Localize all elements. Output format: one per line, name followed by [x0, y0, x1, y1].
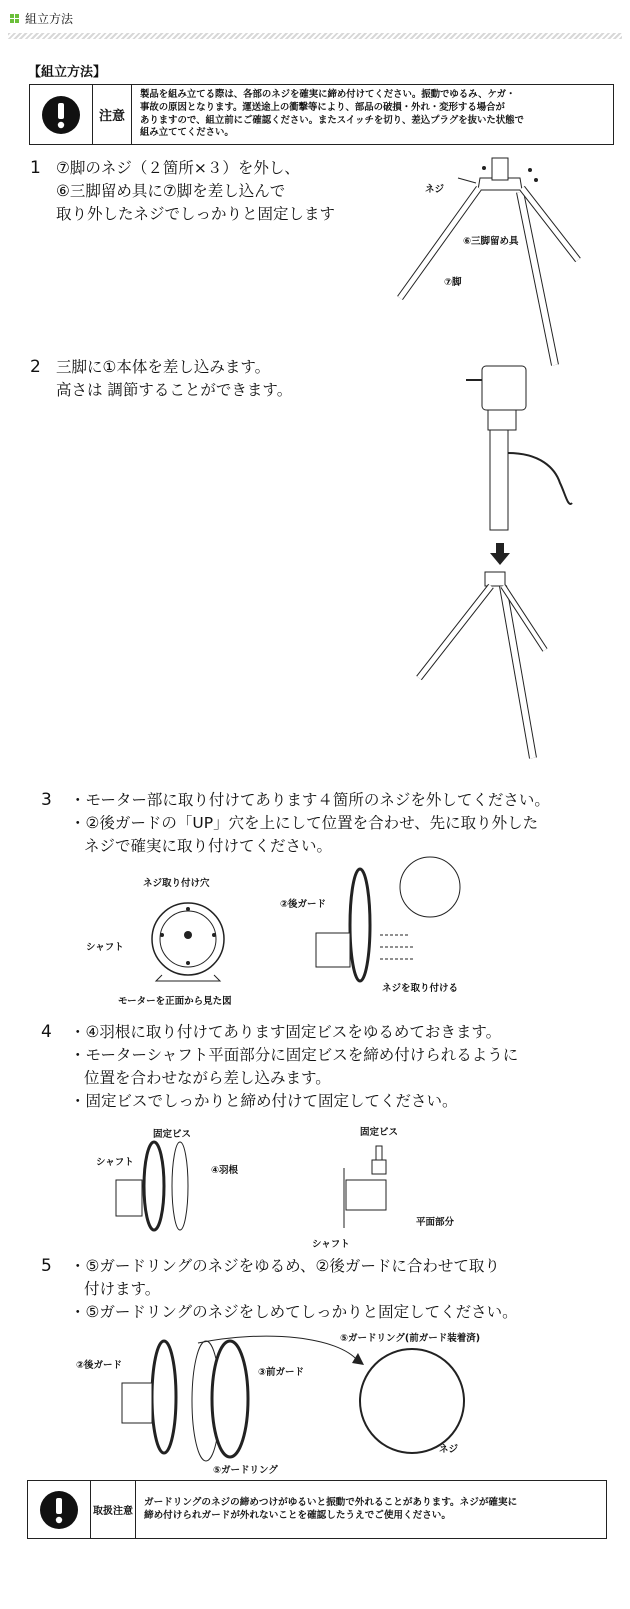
guard-ring-assembly-illustration: [118, 1335, 478, 1465]
page-header: [10, 10, 73, 27]
motor-on-pole-illustration: [460, 358, 590, 538]
label-fix-screw-2: 固定ビス: [360, 1127, 399, 1138]
handling-caution-box: [27, 1480, 607, 1539]
step3-text: ・モーター部に取り付けてあります４箇所のネジを外してください。 ・②後ガードの「UP」穴を上にして位置を合わせ、先に取り外した ネジで確実に取り付けてください。: [70, 791, 550, 855]
label-shaft-2: シャフト: [312, 1239, 350, 1250]
step-number: 2: [30, 357, 41, 377]
caution-label: 注意: [93, 85, 132, 144]
handling-label: 取扱注意: [91, 1481, 136, 1538]
caution-text: 製品を組み立てる際は、各部のネジを確実に締め付けてください。振動でゆるみ、ケガ・ 事故の原因となります。運送途上の衝撃等により、部品の破損・外れ・変形する場合が ありますので、組立前にご確認ください。またスイッチを切り、差込プラグを抜いた状態で 組み立ててください。: [140, 89, 524, 139]
motor-front-view-illustration: [140, 895, 240, 985]
label-screw: ネジ: [439, 1444, 459, 1455]
label-screw-hole: ネジ取り付け穴: [143, 878, 210, 889]
step-number: 5: [41, 1256, 52, 1276]
shaft-flat-illustration: [342, 1140, 422, 1230]
step5-text: ・⑤ガードリングのネジをゆるめ、②後ガードに合わせて取り 付けます。 ・⑤ガードリングのネジをしめてしっかりと固定してください。: [70, 1257, 518, 1321]
label-rear-guard: ②後ガード: [280, 899, 327, 910]
step-number: 1: [30, 158, 41, 178]
warning-icon: [30, 85, 93, 144]
label-shaft: シャフト: [86, 942, 124, 953]
grid-icon: [10, 14, 19, 23]
rear-guard-attach-illustration: [310, 855, 470, 990]
step-number: 3: [41, 790, 52, 810]
label-front-view: モーターを正面から見た図: [118, 996, 232, 1007]
label-blade: ④羽根: [211, 1165, 239, 1176]
step-number: 4: [41, 1022, 52, 1042]
label-screw: ネジ: [425, 184, 445, 195]
label-fix-screw: 固定ビス: [153, 1129, 192, 1140]
label-leg: ⑦脚: [444, 277, 462, 288]
tripod-assembly-illustration: [380, 150, 600, 370]
section-title: 【組立方法】: [28, 65, 107, 80]
divider: [8, 33, 622, 39]
step1-text: ⑦脚のネジ（２箇所×３）を外し、 ⑥三脚留め具に⑦脚を差し込んで 取り外したネジでしっかりと固定します: [56, 159, 336, 223]
step2-text: 三脚に①本体を差し込みます。 高さは 調節することができます。: [56, 358, 293, 399]
handling-text: ガードリングのネジの締めつけがゆるいと振動で外れることがあります。ネジが確実に 締め付けられガードが外れないことを確認したうえでご使用ください。: [144, 1496, 518, 1521]
arrow-down-icon: [490, 543, 510, 565]
header-title: 組立方法: [25, 12, 74, 26]
label-rear-guard: ②後ガード: [76, 1360, 123, 1371]
label-bracket: ⑥三脚留め具: [463, 236, 519, 247]
step4-text: ・④羽根に取り付けてあります固定ビスをゆるめておきます。 ・モーターシャフト平面部分に固定ビスを締め付けられるように 位置を合わせながら差し込みます。 ・固定ビスでしっかりと締め付けて固定してください。: [70, 1023, 519, 1110]
label-front-guard: ③前ガード: [258, 1367, 305, 1378]
label-ring-mounted: ⑤ガードリング(前ガード装着済): [340, 1333, 481, 1344]
label-guard-ring: ⑤ガードリング: [213, 1465, 278, 1476]
label-attach: ネジを取り付ける: [382, 983, 459, 994]
tripod-illustration: [405, 568, 555, 763]
warning-icon: [28, 1481, 91, 1538]
caution-box: [29, 84, 614, 145]
label-flat-part: 平面部分: [416, 1217, 455, 1228]
label-shaft: シャフト: [96, 1157, 134, 1168]
